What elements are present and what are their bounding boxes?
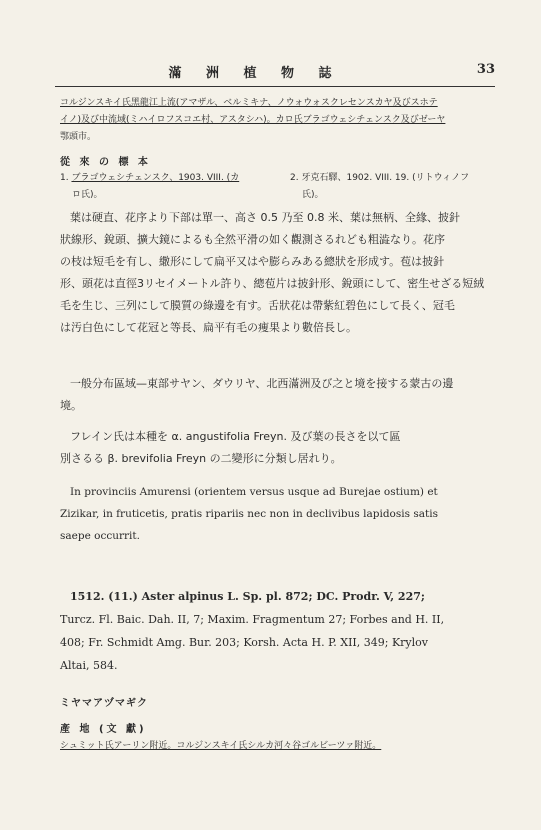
latin-line: In provinciis Amurensi (orientem versus usque ad Burejae ostium) et <box>70 486 438 498</box>
description-line: 毛を生じ、三列にして膜質の綠邊を有す。舌狀花は帶紫紅碧色にして長く、冠毛 <box>60 299 455 312</box>
variety-line: フレイン氏は本種を α. angustifolia Freyn. 及び葉の長さを以て區 <box>70 430 401 443</box>
specimen-num: 2. <box>290 173 299 183</box>
distribution-paragraph <box>60 373 500 417</box>
variety-paragraph <box>60 426 500 470</box>
page-header <box>55 62 495 84</box>
specimen-num: 1. <box>60 173 69 183</box>
specimen-text: ロ氏)。 <box>72 190 103 200</box>
description-line: の枝は短毛を有し、繖形にして扁平又はや膨らみある總狀を形成す。苞は披針 <box>60 255 445 268</box>
locality-heading: 產 地 (文 獻) <box>60 724 147 735</box>
entry-line: 1512. (11.) Aster alpinus L. Sp. pl. 872; DC. Prodr. V, 227; <box>70 590 425 603</box>
description-line: 狀線形、銳頭、擴大鏡によるも全然平滑の如く觀測さるれども粗澁なり。花序 <box>60 233 445 246</box>
description-line: は汚白色にして花冠と等長、扁平有毛の痩果より數倍長し。 <box>60 321 357 334</box>
specimens-heading: 從 來 の 標 本 <box>60 157 151 168</box>
description-line: 形、頭花は直徑3リセイメートル許り、總苞片は披針形、銳頭にして、密生せざる短絨 <box>60 277 485 290</box>
locality-line: シュミット氏アーリン附近。コルジンスキイ氏シルカ河々谷ゴルビーツァ附近。 <box>60 741 382 751</box>
specimen-text: 氏)。 <box>302 190 324 200</box>
entry-line: 408; Fr. Schmidt Amg. Bur. 203; Korsh. Acta H. P. XII, 349; Krylov <box>60 636 428 649</box>
specimen-left <box>60 170 275 204</box>
description-paragraph <box>60 207 500 339</box>
specimen-text: 牙克石驛、1902. VIII. 19. (リトウィノフ <box>301 173 470 183</box>
latin-line: saepe occurrit. <box>60 530 140 542</box>
journal-title: 滿 洲 植 物 誌 <box>168 66 342 81</box>
intro-line: コルジンスキイ氏黑龍江上流(アマザル、ベルミキナ、ノウォウォスクレセンスカヤ及びスホテ <box>60 98 438 108</box>
header-rule <box>55 86 495 87</box>
intro-paragraph <box>60 95 500 146</box>
intro-line: イノ)及び中流域(ミハイロフスコエ村、アスタシハ)。カロ氏ブラゴウェシチェンスク及びゼーヤ <box>60 115 446 125</box>
description-line: 葉は硬直、花序より下部は單一、高さ 0.5 乃至 0.8 米、葉は無柄、全緣、披針 <box>70 211 460 224</box>
entry-line: Altai, 584. <box>60 659 118 672</box>
entry-line: Turcz. Fl. Baic. Dah. II, 7; Maxim. Fragmentum 27; Forbes and H. II, <box>60 613 445 626</box>
specimen-right <box>290 170 505 204</box>
page-number: 33 <box>476 62 495 77</box>
latin-paragraph <box>60 481 500 547</box>
japanese-name: ミヤマアヅマギク <box>60 698 148 709</box>
distribution-line: 境。 <box>60 399 82 412</box>
locality-text <box>60 738 500 755</box>
species-entry <box>60 585 500 677</box>
specimen-text: ブラゴウェシチェンスク、1903. VIII. (カ <box>71 173 240 183</box>
distribution-line: 一般分布區域—東部サヤン、ダウリヤ、北西滿洲及び之と境を接する蒙古の邊 <box>70 377 454 390</box>
intro-line: 鄂頭市。 <box>60 132 97 142</box>
variety-line: 別さるる β. brevifolia Freyn の二變形に分類し居れり。 <box>60 452 342 465</box>
latin-line: Zizikar, in fruticetis, pratis ripariis nec non in declivibus lapidosis satis <box>60 508 438 520</box>
